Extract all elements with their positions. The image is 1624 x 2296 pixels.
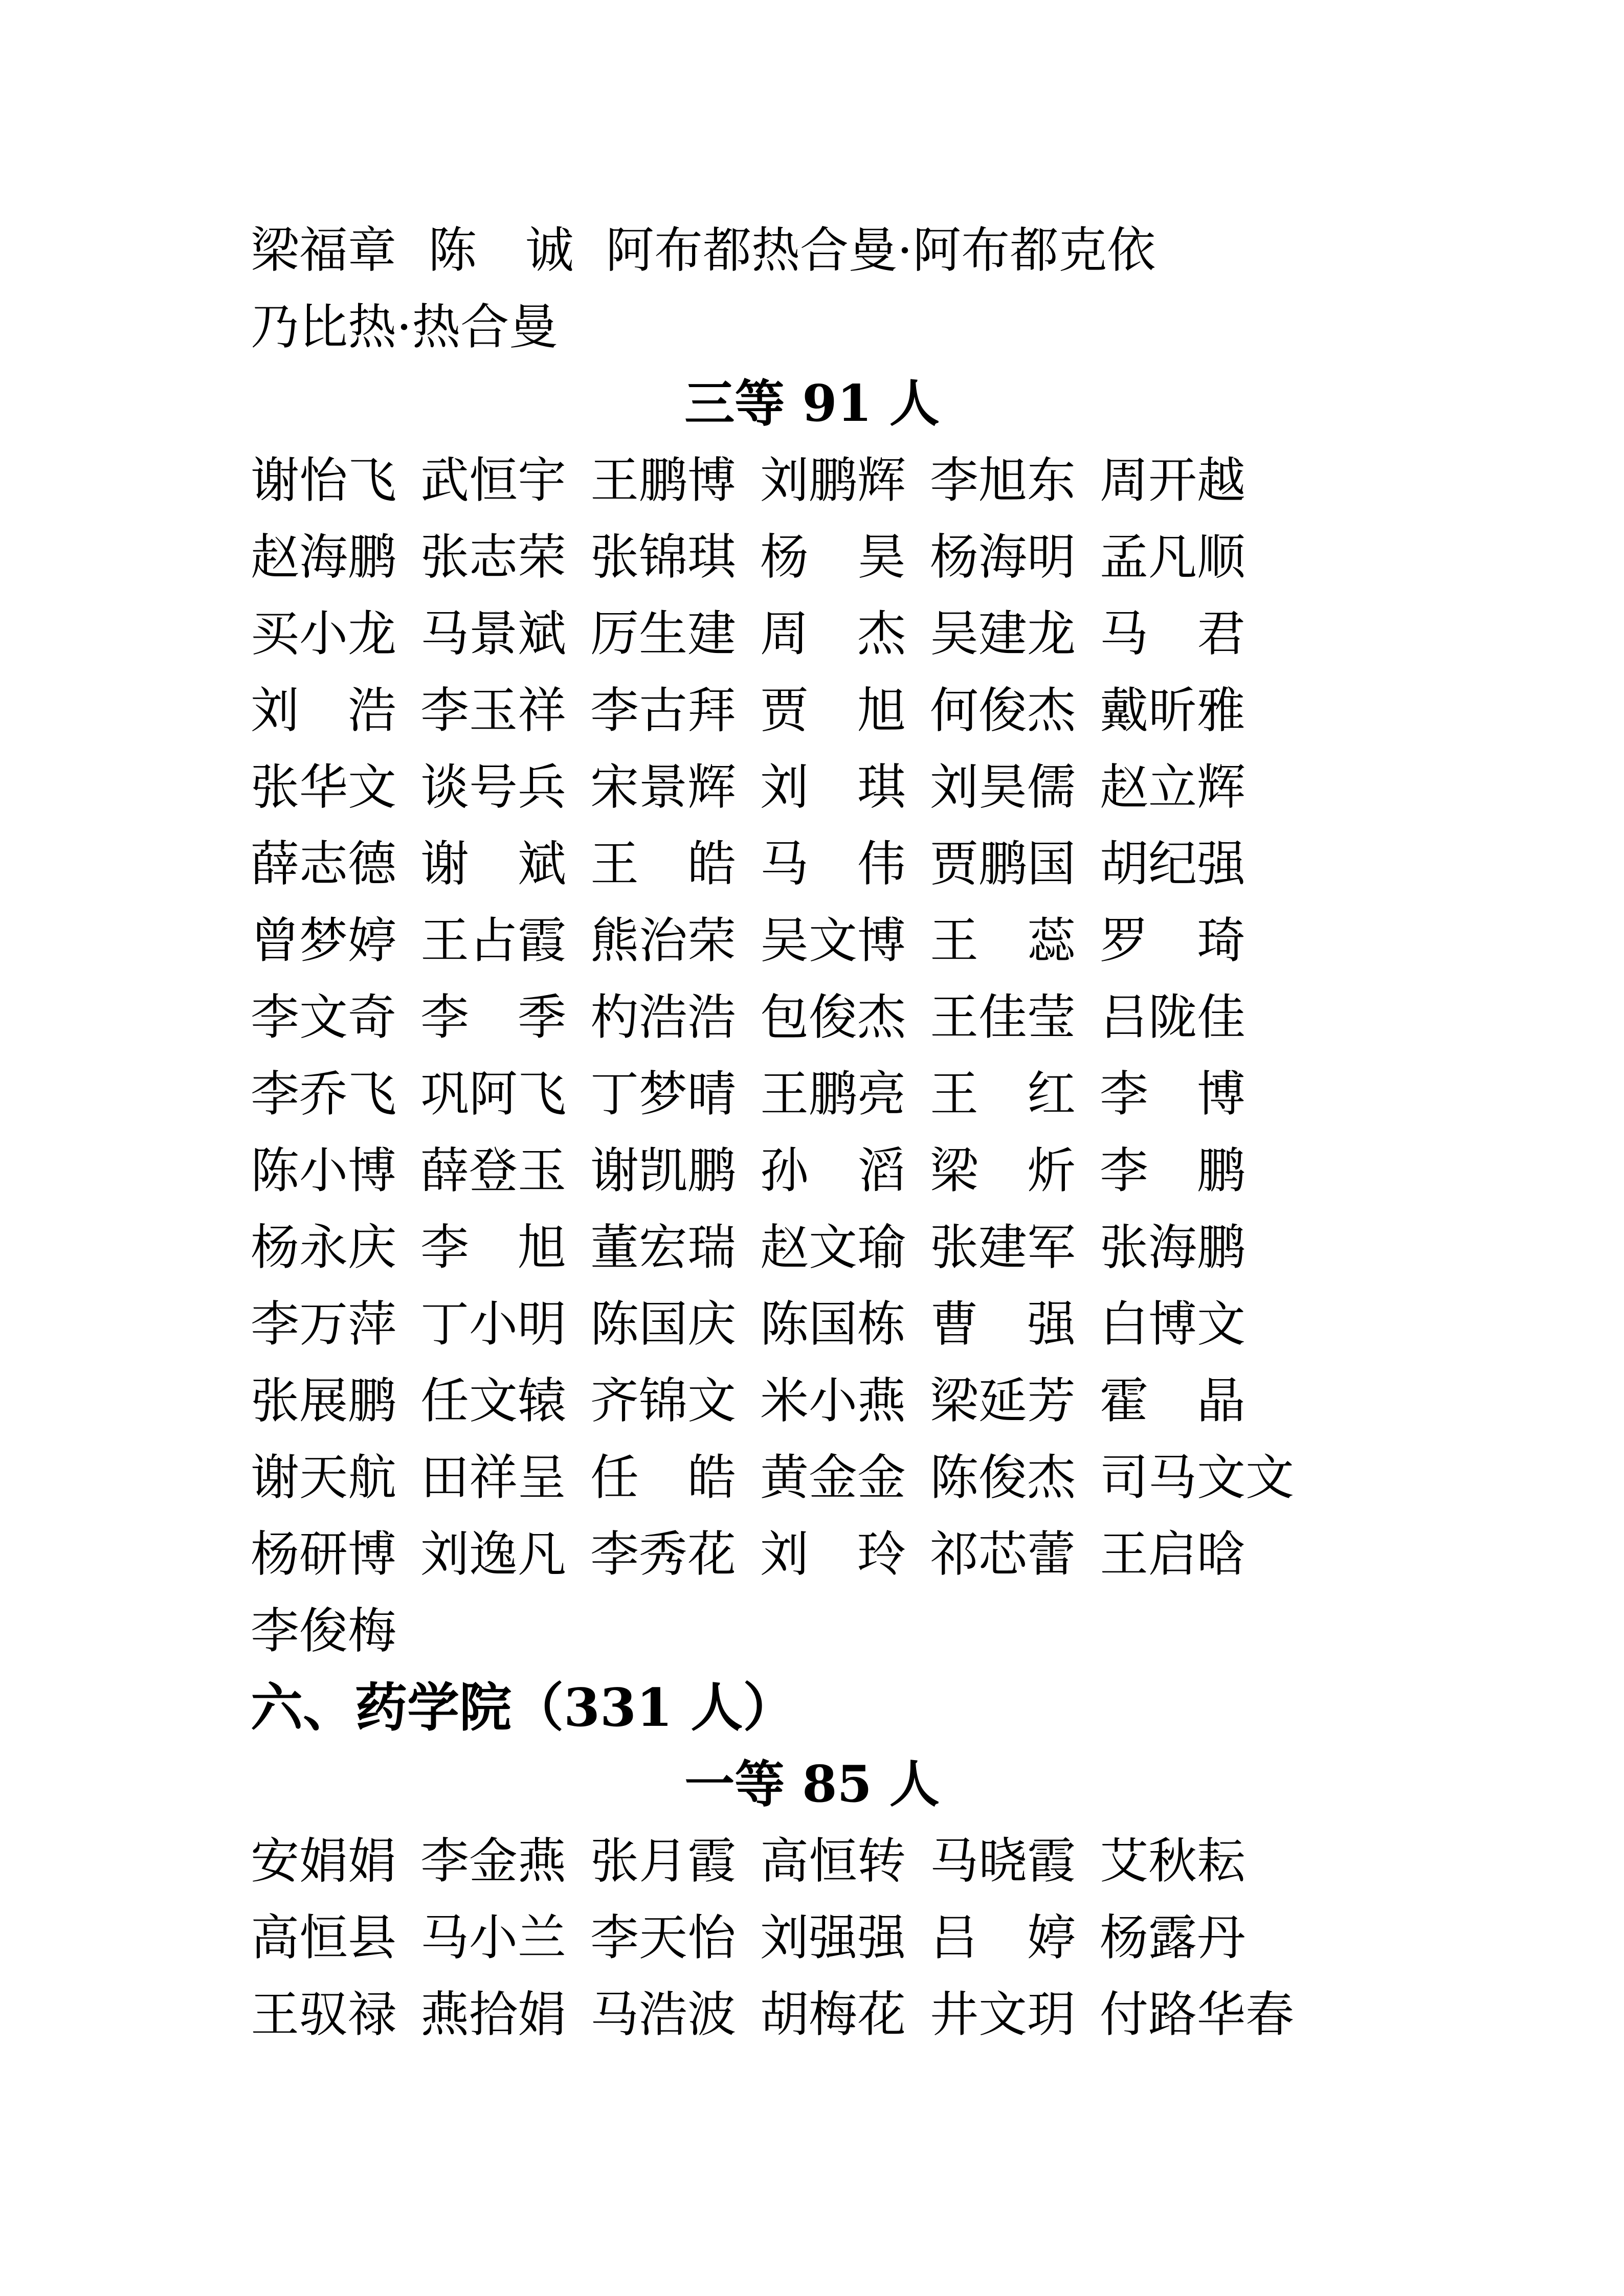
name-row — [0, 1209, 1624, 1286]
person-name: 祁芯蕾 — [930, 1526, 1076, 1583]
person-name: 李 鹏 — [1100, 1143, 1246, 1199]
name-row — [0, 826, 1624, 903]
person-name: 李 旭 — [420, 1220, 567, 1276]
person-name: 胡纪强 — [1100, 836, 1246, 892]
person-name: 王 蕊 — [930, 913, 1076, 969]
person-name: 谢怡飞 — [251, 453, 397, 509]
person-name: 井文玥 — [930, 1987, 1076, 2043]
person-name: 李俊梅 — [251, 1603, 397, 1659]
person-name: 梁延芳 — [930, 1373, 1076, 1429]
name-row — [0, 212, 1624, 289]
person-name: 刘强强 — [760, 1910, 906, 1966]
name-row — [0, 1133, 1624, 1209]
person-name: 董宏瑞 — [590, 1220, 737, 1276]
person-name: 丁梦晴 — [590, 1066, 737, 1122]
name-row — [0, 1363, 1624, 1439]
person-name: 张华文 — [251, 759, 397, 816]
person-name: 刘逸凡 — [420, 1526, 567, 1583]
person-name: 梁 炘 — [930, 1143, 1076, 1199]
person-name: 包俊杰 — [760, 989, 906, 1046]
person-name: 马 伟 — [760, 836, 906, 892]
first-class-header — [0, 1746, 1624, 1823]
person-name: 王佳莹 — [930, 989, 1076, 1046]
person-name: 薛登玉 — [420, 1143, 567, 1199]
person-name: 马 君 — [1100, 606, 1246, 662]
person-name: 李旭东 — [930, 453, 1076, 509]
person-name: 李文奇 — [251, 989, 397, 1046]
name-row — [0, 1056, 1624, 1133]
name-row — [0, 519, 1624, 596]
person-name: 杨研博 — [251, 1526, 397, 1583]
person-name: 王占霞 — [420, 913, 567, 969]
person-name: 阿布都热合曼·阿布都克依 — [606, 222, 1156, 279]
name-row — [0, 1593, 1624, 1670]
person-name: 刘 琪 — [760, 759, 906, 816]
person-name: 张建军 — [930, 1220, 1076, 1276]
name-row — [0, 1286, 1624, 1363]
person-name: 贾 旭 — [760, 683, 906, 739]
person-name: 任文辕 — [420, 1373, 567, 1429]
person-name: 李玉祥 — [420, 683, 567, 739]
person-name: 齐锦文 — [590, 1373, 737, 1429]
person-name: 宋景辉 — [590, 759, 737, 816]
person-name: 薛志德 — [251, 836, 397, 892]
name-row — [0, 672, 1624, 749]
person-name: 黄金金 — [760, 1450, 906, 1506]
section-title-text: 六、药学院（331 人） — [251, 1677, 795, 1739]
third-class-header — [0, 366, 1624, 442]
person-name: 刘昊儒 — [930, 759, 1076, 816]
person-name: 胡梅花 — [760, 1987, 906, 2043]
person-name: 张志荣 — [420, 529, 567, 586]
person-name: 周开越 — [1100, 453, 1246, 509]
person-name: 安娟娟 — [251, 1833, 397, 1889]
person-name: 任 皓 — [590, 1450, 737, 1506]
person-name: 武恒宇 — [420, 453, 567, 509]
person-name: 谢 斌 — [420, 836, 567, 892]
person-name: 王鹏博 — [590, 453, 737, 509]
person-name: 马浩波 — [590, 1987, 737, 2043]
person-name: 巩阿飞 — [420, 1066, 567, 1122]
person-name: 赵立辉 — [1100, 759, 1246, 816]
person-name: 孙 滔 — [760, 1143, 906, 1199]
person-name: 梁福章 — [251, 222, 397, 279]
person-name: 刘 玲 — [760, 1526, 906, 1583]
third-class-header-text: 三等 91 人 — [684, 374, 940, 433]
person-name: 刘 浩 — [251, 683, 397, 739]
name-row — [0, 1439, 1624, 1516]
person-name: 马晓霞 — [930, 1833, 1076, 1889]
person-name: 王启晗 — [1100, 1526, 1246, 1583]
third-class-name-list — [0, 442, 1624, 1670]
person-name: 白博文 — [1100, 1296, 1246, 1353]
person-name: 罗 琦 — [1100, 913, 1246, 969]
person-name: 刘鹏辉 — [760, 453, 906, 509]
person-name: 吴文博 — [760, 913, 906, 969]
person-name: 高恒县 — [251, 1910, 397, 1966]
person-name: 吕陇佳 — [1100, 989, 1246, 1046]
person-name: 贾鹏国 — [930, 836, 1076, 892]
person-name: 丁小明 — [420, 1296, 567, 1353]
person-name: 张锦琪 — [590, 529, 737, 586]
name-row — [0, 1516, 1624, 1593]
person-name: 王驭禄 — [251, 1987, 397, 2043]
person-name: 米小燕 — [760, 1373, 906, 1429]
person-name: 李金燕 — [420, 1833, 567, 1889]
person-name: 付路华春 — [1100, 1987, 1295, 2043]
person-name: 张展鹏 — [251, 1373, 397, 1429]
person-name: 王鹏亮 — [760, 1066, 906, 1122]
intro-name-list — [0, 212, 1624, 366]
person-name: 高恒转 — [760, 1833, 906, 1889]
person-name: 张月霞 — [590, 1833, 737, 1889]
person-name: 李乔飞 — [251, 1066, 397, 1122]
name-row — [0, 289, 1624, 366]
name-row — [0, 442, 1624, 519]
person-name: 王 红 — [930, 1066, 1076, 1122]
person-name: 陈 诚 — [428, 222, 574, 279]
person-name: 杓浩浩 — [590, 989, 737, 1046]
person-name: 霍 晶 — [1100, 1373, 1246, 1429]
person-name: 李天怡 — [590, 1910, 737, 1966]
section-title — [0, 1670, 1624, 1746]
person-name: 杨 昊 — [760, 529, 906, 586]
person-name: 谈号兵 — [420, 759, 567, 816]
person-name: 杨永庆 — [251, 1220, 397, 1276]
person-name: 张海鹏 — [1100, 1220, 1246, 1276]
person-name: 周 杰 — [760, 606, 906, 662]
person-name: 熊治荣 — [590, 913, 737, 969]
person-name: 曾梦婷 — [251, 913, 397, 969]
person-name: 李万萍 — [251, 1296, 397, 1353]
person-name: 厉生建 — [590, 606, 737, 662]
name-row — [0, 1823, 1624, 1900]
person-name: 司马文文 — [1100, 1450, 1295, 1506]
name-row — [0, 749, 1624, 826]
person-name: 谢凯鹏 — [590, 1143, 737, 1199]
person-name: 燕拾娟 — [420, 1987, 567, 2043]
person-name: 田祥呈 — [420, 1450, 567, 1506]
person-name: 赵海鹏 — [251, 529, 397, 586]
person-name: 马景斌 — [420, 606, 567, 662]
person-name: 李古拜 — [590, 683, 737, 739]
person-name: 吴建龙 — [930, 606, 1076, 662]
person-name: 艾秋耘 — [1100, 1833, 1246, 1889]
person-name: 陈国庆 — [590, 1296, 737, 1353]
person-name: 杨海明 — [930, 529, 1076, 586]
first-class-header-text: 一等 85 人 — [684, 1755, 940, 1814]
person-name: 孟凡顺 — [1100, 529, 1246, 586]
person-name: 乃比热·热合曼 — [251, 299, 558, 355]
person-name: 戴昕雅 — [1100, 683, 1246, 739]
person-name: 王 皓 — [590, 836, 737, 892]
person-name: 马小兰 — [420, 1910, 567, 1966]
first-class-name-list — [0, 1823, 1624, 2053]
person-name: 何俊杰 — [930, 683, 1076, 739]
person-name: 买小龙 — [251, 606, 397, 662]
person-name: 李 季 — [420, 989, 567, 1046]
person-name: 陈小博 — [251, 1143, 397, 1199]
name-row — [0, 1976, 1624, 2053]
person-name: 曹 强 — [930, 1296, 1076, 1353]
name-row — [0, 1900, 1624, 1976]
person-name: 杨露丹 — [1100, 1910, 1246, 1966]
name-row — [0, 596, 1624, 672]
person-name: 李 博 — [1100, 1066, 1246, 1122]
person-name: 陈国栋 — [760, 1296, 906, 1353]
person-name: 吕 婷 — [930, 1910, 1076, 1966]
name-row — [0, 903, 1624, 979]
person-name: 谢天航 — [251, 1450, 397, 1506]
person-name: 李秀花 — [590, 1526, 737, 1583]
person-name: 赵文瑜 — [760, 1220, 906, 1276]
name-row — [0, 979, 1624, 1056]
person-name: 陈俊杰 — [930, 1450, 1076, 1506]
